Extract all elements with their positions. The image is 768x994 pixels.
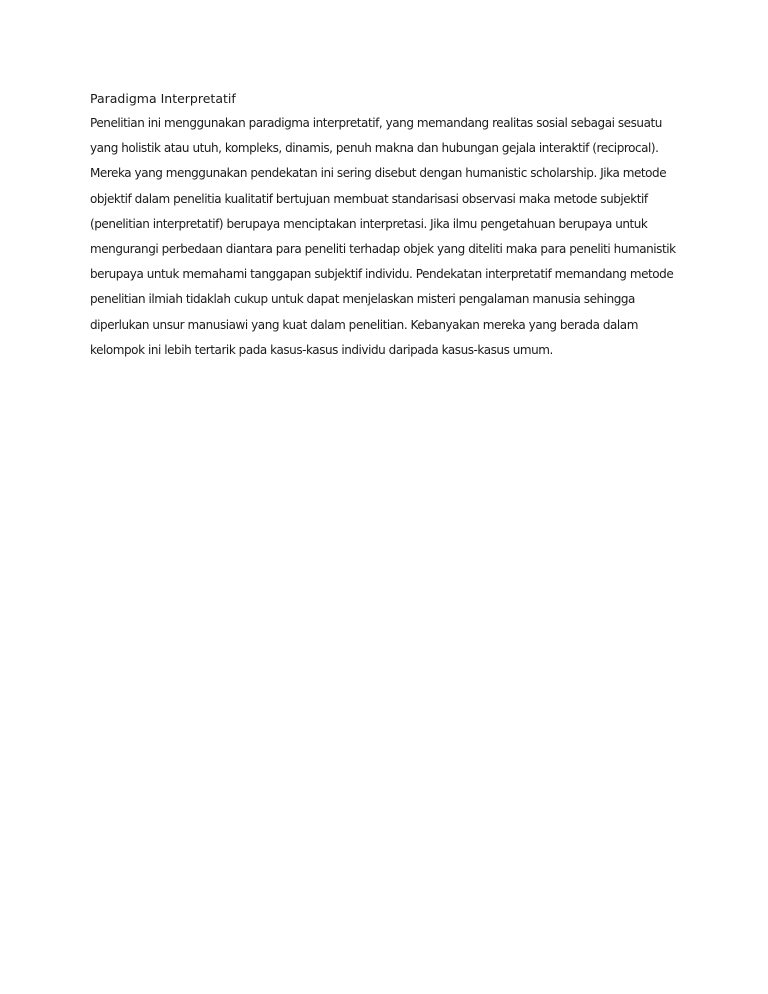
body-paragraph: [90, 114, 710, 366]
paragraph-line: yang holistik atau utuh, kompleks, dinamis, penuh makna dan hubungan gejala interaktif (reciprocal).: [90, 141, 659, 156]
paragraph-line: berupaya untuk memahami tanggapan subjektif individu. Pendekatan interpretatif memandang metode: [90, 267, 674, 282]
paragraph-line: penelitian ilmiah tidaklah cukup untuk dapat menjelaskan misteri pengalaman manusia sehingga: [90, 292, 635, 307]
paragraph-line: Mereka yang menggunakan pendekatan ini sering disebut dengan humanistic scholarship. Jika metode: [90, 166, 667, 181]
paragraph-line: objektif dalam penelitia kualitatif bertujuan membuat standarisasi observasi maka metode subjektif: [90, 191, 648, 206]
paragraph-line: mengurangi perbedaan diantara para peneliti terhadap objek yang diteliti maka para peneliti humanistik: [90, 241, 676, 256]
paragraph-line: diperlukan unsur manusiawi yang kuat dalam penelitian. Kebanyakan mereka yang berada dalam: [90, 317, 638, 332]
paragraph-line: (penelitian interpretatif) berupaya menciptakan interpretasi. Jika ilmu pengetahuan berupaya untuk: [90, 216, 648, 231]
paragraph-line: Penelitian ini menggunakan paradigma interpretatif, yang memandang realitas sosial sebagai sesuatu: [90, 116, 662, 130]
document-title: Paradigma Interpretatif: [90, 91, 236, 106]
paragraph-line: kelompok ini lebih tertarik pada kasus-kasus individu daripada kasus-kasus umum.: [90, 342, 553, 357]
